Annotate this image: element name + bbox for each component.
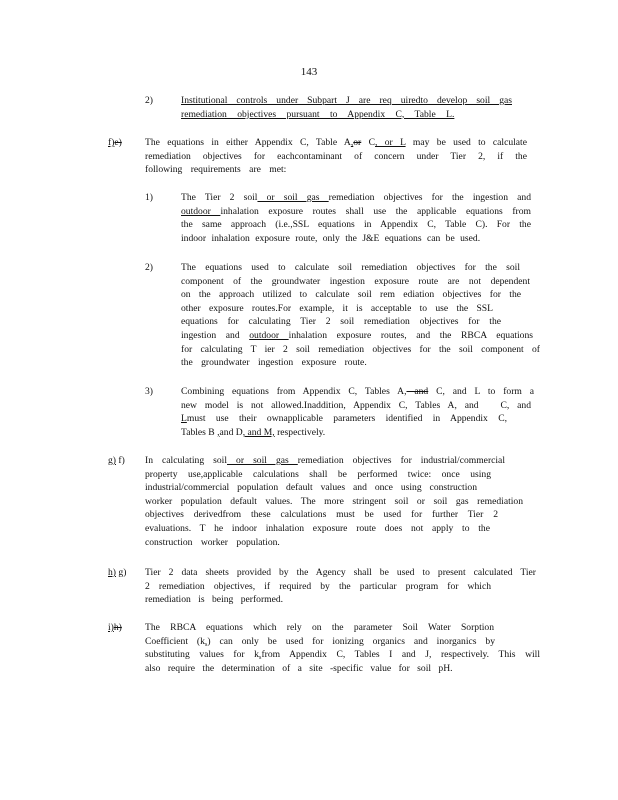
text-line: the same approach (i.e.,SSL equations in Appendix C, Table C). For the xyxy=(181,219,531,231)
text-line: substituting values for $k_sfrom$ Appendix C, Tables I and J, respectively. This will xyxy=(145,649,540,662)
text-line: also require the determination of a site -specific value for soil pH. xyxy=(145,662,453,674)
text-line: remediation is being performed. xyxy=(145,594,284,606)
item-2-text xyxy=(181,94,512,121)
section-label-h: h) g) xyxy=(108,567,127,578)
text-line: Institutional controls under Subpart J are req uiredto develop soil gas xyxy=(181,95,512,106)
item-label: 2) xyxy=(145,262,153,273)
text-line: evaluations. T he indoor inhalation exposure route does not apply to the xyxy=(145,522,490,534)
section-label-i: i)h) xyxy=(108,622,122,633)
text-line: worker population default values. The more stringent soil or soil gas remediation xyxy=(145,495,523,507)
section-f-intro xyxy=(145,136,527,177)
item-label: 3) xyxy=(145,386,153,397)
text-line: remediation objectives for eachcontaminant of concern under Tier 2, if the xyxy=(145,150,527,162)
text-line: The Tier 2 soil or soil gas remediation objectives for the ingestion and xyxy=(181,192,531,203)
text-line: other exposure routes.For example, it is acceptable to use the SSL xyxy=(181,302,493,314)
text-line: following requirements are met: xyxy=(145,164,287,176)
text-line: remediation objectives pursuant to Appendix C, Table L. xyxy=(181,108,455,120)
section-i-text xyxy=(145,621,540,675)
text-line: The equations used to calculate soil remediation objectives for the soil xyxy=(181,262,520,273)
text-line: Coefficient $(k_s)$ can only be used for ionizing organics and inorganics by xyxy=(145,635,495,648)
text-line: The RBCA equations which rely on the parameter Soil Water Sorption xyxy=(145,622,494,633)
section-h-text xyxy=(145,566,536,607)
text-line: Tier 2 data sheets provided by the Agency shall be used to present calculated Tier xyxy=(145,567,536,578)
text-line: indoor inhalation exposure route, only the J&E equations can be used. xyxy=(181,232,481,244)
text-line: for calculating T ier 2 soil remediation objectives for the soil component of xyxy=(181,343,540,355)
text-line: 2 remediation objectives, if required by the particular program for which xyxy=(145,580,491,592)
item-label: 1) xyxy=(145,192,153,203)
text-line: on the approach utilized to calculate soil rem ediation objectives for the xyxy=(181,289,521,301)
text-line: ingestion and outdoor inhalation exposure routes, and the RBCA equations xyxy=(181,329,533,341)
item-f3-text xyxy=(181,385,534,439)
text-line: construction worker population. xyxy=(145,536,280,548)
text-line: The equations in either Appendix C, Table A,or C, or L may be used to calculate xyxy=(145,137,527,148)
text-line: the groundwater ingestion exposure route. xyxy=(181,357,367,369)
text-line: component of the groundwater ingestion exposure route are not dependent xyxy=(181,275,530,287)
item-f2-text xyxy=(181,261,540,370)
page-number: 143 xyxy=(300,66,318,78)
text-line: In calculating soil or soil gas remediation objectives for industrial/commercial xyxy=(145,455,505,466)
text-line: industrial/commercial population default values and once using construction xyxy=(145,482,477,494)
text-line: outdoor inhalation exposure routes shall use the applicable equations from xyxy=(181,205,531,217)
text-line: Lmust use their ownapplicable parameters identified in Appendix C, xyxy=(181,413,507,425)
text-line: new model is not allowed.Inaddition, Appendix C, Tables A, and C, and xyxy=(181,399,531,411)
text-line: Tables B ,and D, and M, respectively. xyxy=(181,426,326,438)
text-line: objectives derivedfrom these calculations must be used for further Tier 2 xyxy=(145,509,498,521)
text-line: property use,applicable calculations shall be performed twice: once using xyxy=(145,468,491,480)
text-line: equations for calculating Tier 2 soil remediation objectives for the xyxy=(181,316,501,328)
section-label-g: g) f) xyxy=(108,455,125,466)
item-f1-text xyxy=(181,191,531,245)
text-line: Combining equations from Appendix C, Tables A, and C, and L to form a xyxy=(181,386,534,397)
section-label-f: f)e) xyxy=(108,137,122,148)
item-label: 2) xyxy=(145,95,153,106)
section-g-text xyxy=(145,454,523,549)
